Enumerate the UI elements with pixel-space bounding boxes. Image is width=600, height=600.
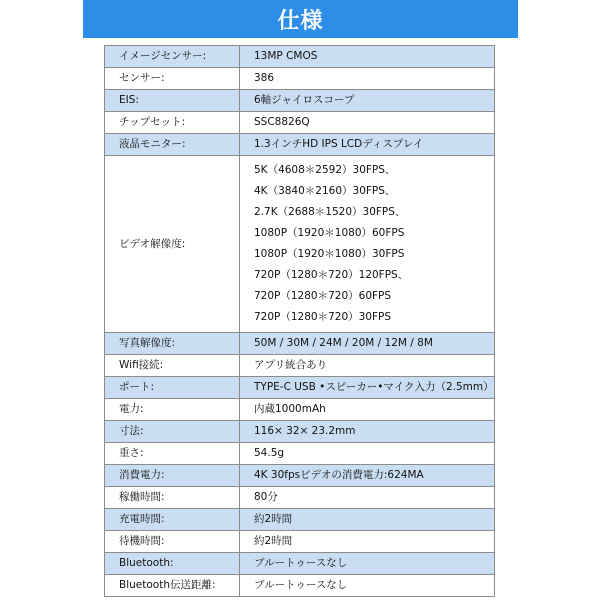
spec-label: ビデオ解像度: (105, 156, 240, 333)
spec-row (105, 465, 495, 487)
spec-label: センサー: (105, 68, 240, 90)
spec-label: 液晶モニター: (105, 134, 240, 156)
spec-row (105, 421, 495, 443)
spec-row (105, 68, 495, 90)
page-title: 仕様 (83, 0, 518, 38)
spec-row (105, 112, 495, 134)
spec-row (105, 377, 495, 399)
video-resolution-item: 720P（1280＊720）30FPS (254, 311, 392, 323)
spec-label: Bluetooth: (105, 553, 240, 575)
video-resolution-item: 1080P（1920＊1080）60FPS (254, 227, 405, 239)
spec-row (105, 399, 495, 421)
video-resolution-item: 720P（1280＊720）120FPS、 (254, 269, 409, 281)
spec-value: 386 (240, 68, 495, 90)
spec-value: 約2時間 (240, 531, 495, 553)
spec-value: 6軸ジャイロスコープ (240, 90, 495, 112)
spec-value: 4K 30fpsビデオの消費電力:624MA (240, 465, 495, 487)
spec-row (105, 443, 495, 465)
spec-label: ポート: (105, 377, 240, 399)
spec-value: TYPE-C USB •スピーカー•マイク入力（2.5mm） (240, 377, 495, 399)
spec-row (105, 134, 495, 156)
video-resolution-item: 720P（1280＊720）60FPS (254, 290, 392, 302)
spec-value: 54.5g (240, 443, 495, 465)
spec-value: 内蔵1000mAh (240, 399, 495, 421)
spec-row (105, 553, 495, 575)
spec-label: 寸法: (105, 421, 240, 443)
spec-label: 重さ: (105, 443, 240, 465)
video-resolution-list (240, 156, 495, 333)
spec-label: 消費電力: (105, 465, 240, 487)
spec-row (105, 46, 495, 68)
spec-value: 80分 (240, 487, 495, 509)
video-resolution-item: 5K（4608＊2592）30FPS、 (254, 164, 396, 176)
spec-value: 約2時間 (240, 509, 495, 531)
spec-label: イメージセンサー: (105, 46, 240, 68)
spec-value: ブルートゥースなし (240, 553, 495, 575)
video-resolution-item: 4K（3840＊2160）30FPS、 (254, 185, 396, 197)
video-resolution-item: 2.7K（2688＊1520）30FPS、 (254, 206, 406, 218)
spec-label: 充電時間: (105, 509, 240, 531)
spec-row (105, 575, 495, 597)
spec-label: 待機時間: (105, 531, 240, 553)
spec-value: アプリ統合あり (240, 355, 495, 377)
spec-value: SSC8826Q (240, 112, 495, 134)
video-resolution-item: 1080P（1920＊1080）30FPS (254, 248, 405, 260)
spec-row (105, 509, 495, 531)
spec-row (105, 487, 495, 509)
spec-label: チップセット: (105, 112, 240, 134)
spec-row (105, 355, 495, 377)
spec-row (105, 531, 495, 553)
spec-label: 写真解像度: (105, 333, 240, 355)
spec-value: 1.3インチHD IPS LCDディスプレイ (240, 134, 495, 156)
spec-label: 電力: (105, 399, 240, 421)
spec-table (104, 45, 495, 597)
spec-value: ブルートゥースなし (240, 575, 495, 597)
spec-value: 13MP CMOS (240, 46, 495, 68)
spec-label: Bluetooth伝送距離: (105, 575, 240, 597)
spec-value: 116× 32× 23.2mm (240, 421, 495, 443)
spec-row (105, 90, 495, 112)
spec-row-video (105, 156, 495, 333)
spec-row (105, 333, 495, 355)
spec-label: Wifi接続: (105, 355, 240, 377)
spec-value: 50M / 30M / 24M / 20M / 12M / 8M (240, 333, 495, 355)
spec-label: 稼働時間: (105, 487, 240, 509)
spec-label: EIS: (105, 90, 240, 112)
